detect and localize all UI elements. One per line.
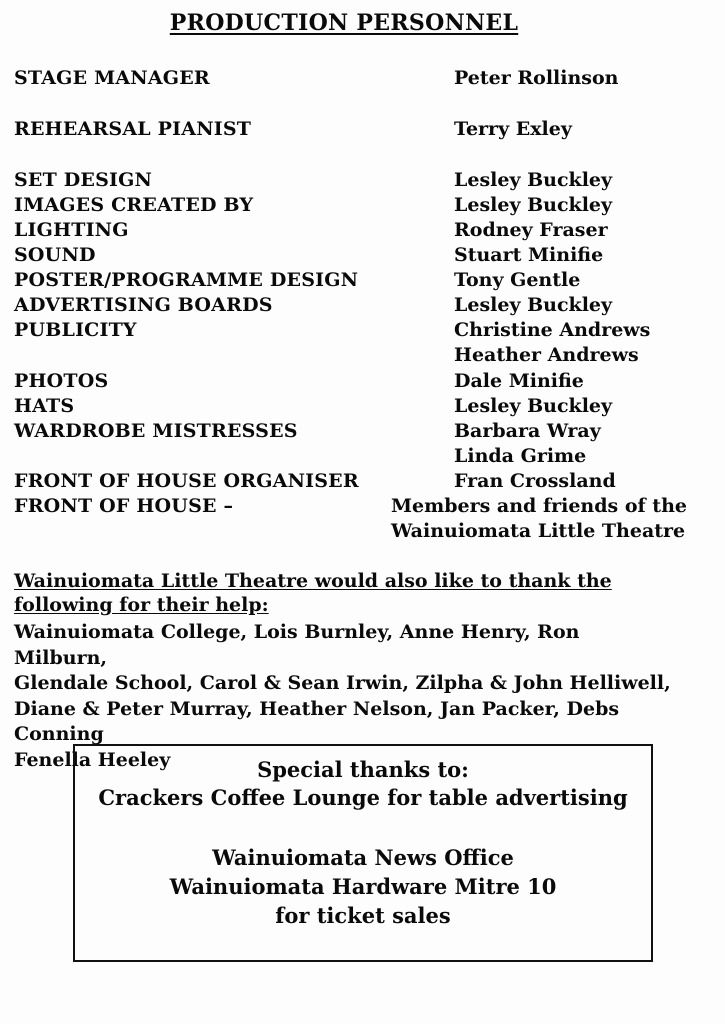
person-name: Linda Grime xyxy=(454,445,587,467)
role-rehearsal-pianist: REHEARSAL PIANIST xyxy=(14,118,252,140)
role-images-created-by: IMAGES CREATED BY xyxy=(14,194,254,216)
special-thanks-line: Crackers Coffee Lounge for table advertising xyxy=(98,785,628,810)
page-title: PRODUCTION PERSONNEL xyxy=(169,10,519,36)
person-name: Fran Crossland xyxy=(454,470,616,492)
thanks-line: Diane & Peter Murray, Heather Nelson, Jan Packer, Debs Conning xyxy=(14,697,620,745)
person-name: Stuart Minifie xyxy=(454,244,604,266)
person-name: Barbara Wray xyxy=(454,420,601,442)
person-name: Tony Gentle xyxy=(454,269,581,291)
person-name: Lesley Buckley xyxy=(454,194,613,216)
person-name: Members and friends of the xyxy=(391,495,687,517)
special-thanks-line: Wainuiomata News Office xyxy=(212,845,514,870)
person-name: Christine Andrews xyxy=(454,319,651,341)
special-thanks-heading: Special thanks to: xyxy=(257,757,469,782)
role-front-of-house-organiser: FRONT OF HOUSE ORGANISER xyxy=(14,470,359,492)
person-name: Heather Andrews xyxy=(454,344,639,366)
person-name: Peter Rollinson xyxy=(454,67,619,89)
role-stage-manager: STAGE MANAGER xyxy=(14,67,210,89)
person-name: Wainuiomata Little Theatre xyxy=(391,520,686,542)
person-name: Rodney Fraser xyxy=(454,219,608,241)
special-thanks-box xyxy=(73,744,653,962)
role-wardrobe-mistresses: WARDROBE MISTRESSES xyxy=(14,420,298,442)
person-name: Lesley Buckley xyxy=(454,395,613,417)
person-name: Dale Minifie xyxy=(454,370,584,392)
person-name: Lesley Buckley xyxy=(454,294,613,316)
role-set-design: SET DESIGN xyxy=(14,169,153,191)
role-sound: SOUND xyxy=(14,244,96,266)
thanks-line: Fenella Heeley xyxy=(14,748,171,771)
thanks-line: Glendale School, Carol & Sean Irwin, Zilpha & John Helliwell, xyxy=(14,672,671,694)
role-publicity: PUBLICITY xyxy=(14,319,137,341)
thanks-line: Wainuiomata College, Lois Burnley, Anne Henry, Ron Milburn, xyxy=(14,621,580,669)
person-name: Lesley Buckley xyxy=(454,169,613,191)
special-thanks-line: for ticket sales xyxy=(275,903,451,928)
role-hats: HATS xyxy=(14,395,75,417)
role-front-of-house: FRONT OF HOUSE – xyxy=(14,495,234,517)
role-poster-programme-design: POSTER/PROGRAMME DESIGN xyxy=(14,269,359,291)
person-name: Terry Exley xyxy=(454,118,572,140)
role-photos: PHOTOS xyxy=(14,370,109,392)
role-lighting: LIGHTING xyxy=(14,219,129,241)
special-thanks-line: Wainuiomata Hardware Mitre 10 xyxy=(169,874,557,899)
role-advertising-boards: ADVERTISING BOARDS xyxy=(14,294,273,316)
thanks-heading: Wainuiomata Little Theatre would also like to thank the following for their help: xyxy=(14,570,612,616)
